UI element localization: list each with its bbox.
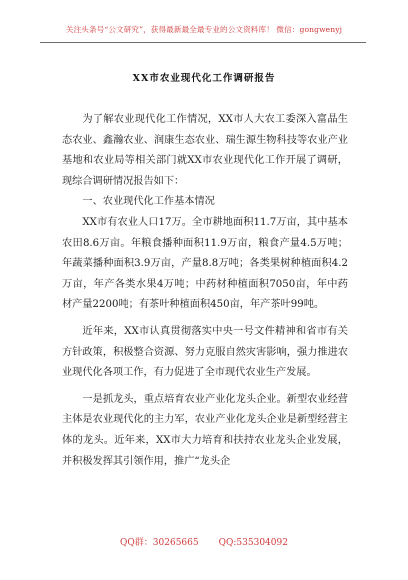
footer-contact (0, 535, 408, 548)
document-title: XX市农业现代化工作调研报告 (132, 73, 276, 84)
header-divider (40, 42, 366, 43)
footer-qq-group: QQ群：30265665 (120, 538, 199, 548)
section-heading: 一、农业现代化工作基本情况 (82, 196, 215, 208)
paragraph-leading-enterprises: 一是抓龙头，重点培育农业产业化龙头企业。新型农业经营主体是农业现代化的主力军，农业产业化龙头企业是新型经营主体的龙头。近年来，XX市大力培育和扶持农业龙头企业发展，并积极发挥其引领作用，推广“龙头企 (62, 393, 348, 467)
footer-qq-contact: QQ:535304092 (218, 538, 288, 548)
paragraph-stats: XX市有农业人口17万。全市耕地面积11.7万亩，其中基本农田8.6万亩。年粮食播种面积11.9万亩，粮食产量4.5万吨；年蔬菜播种面积3.9万亩，产量8.8万吨；各类果树种植面积4.2万亩，年产各类水果4万吨；中药材种植面积7050亩，年中药材产量2200吨；有茶叶种植面积450亩，年产茶叶99吨。 (62, 216, 348, 311)
header-banner: 关注头条号“公文研究”，获得最新最全最专业的公文资料库！ 微信：gongwenyj (65, 25, 343, 34)
paragraph-overview: 近年来，XX市认真贯彻落实中央一号文件精神和省市有关方针政策，积极整合资源、努力克服自然灾害影响，强力推进农业现代化各项工作，有力促进了全市现代农业生产发展。 (62, 325, 348, 379)
paragraph-intro: 为了解农业现代化工作情况，XX市人大农工委深入富晶生态农业、鑫瀚农业、润康生态农业、瑞生源生物科技等农业产业基地和农业局等相关部门就XX市农业现代化工作开展了调研，现综合调研情况报告如下： (62, 114, 348, 187)
document-body (62, 110, 348, 472)
